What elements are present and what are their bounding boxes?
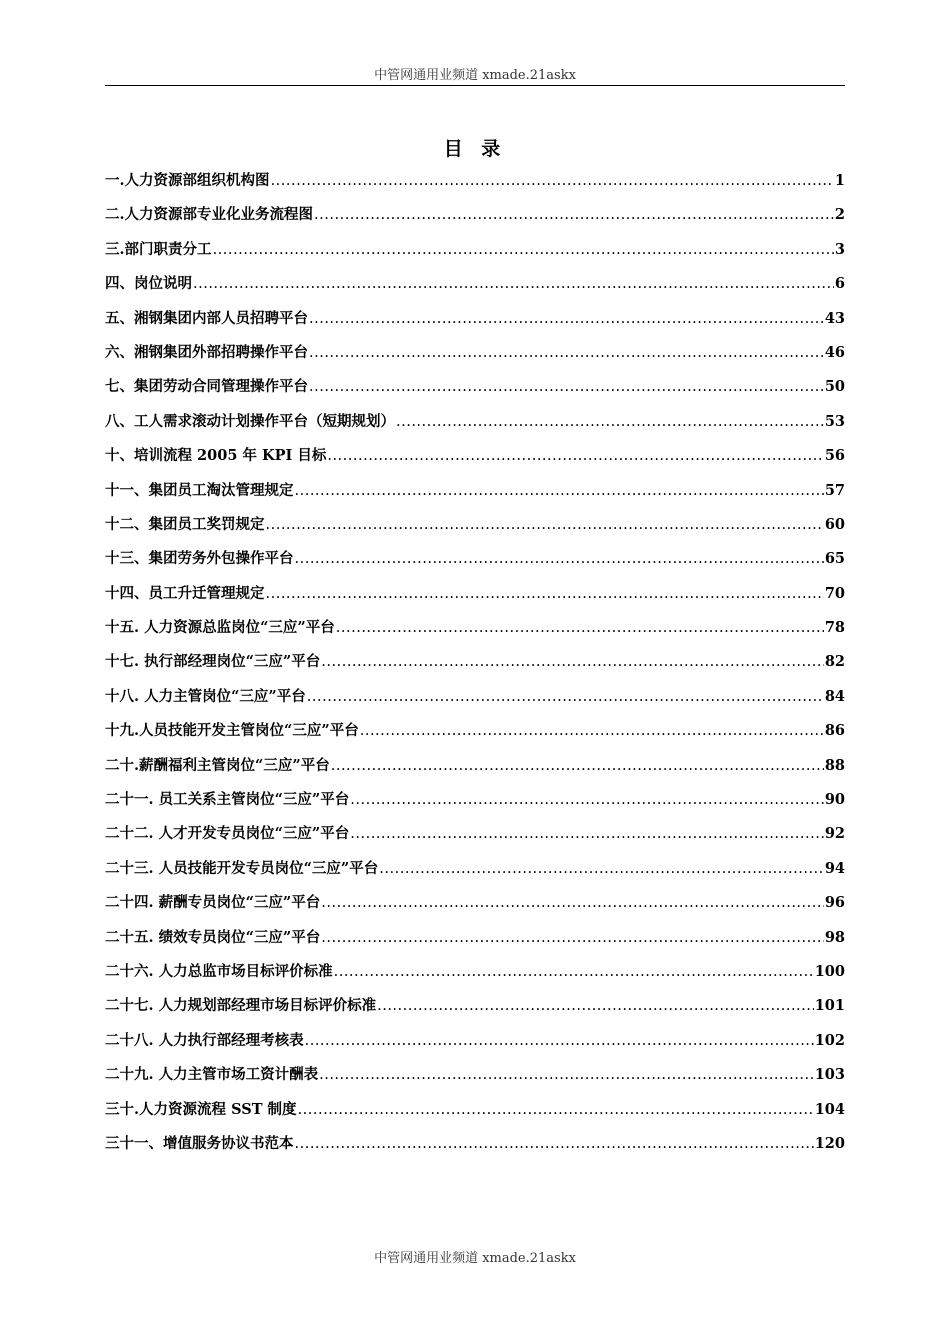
toc-entry-label: 五、湘钢集团内部人员招聘平台 bbox=[105, 309, 308, 327]
toc-entry[interactable] bbox=[105, 478, 845, 512]
toc-entry[interactable] bbox=[105, 753, 845, 787]
toc-leader-dots bbox=[321, 925, 824, 951]
toc-entry-label: 六、湘钢集团外部招聘操作平台 bbox=[105, 343, 308, 361]
toc-entry-page-number: 43 bbox=[824, 309, 845, 327]
toc-leader-dots bbox=[266, 581, 824, 607]
toc-entry-label: 十三、集团劳务外包操作平台 bbox=[105, 550, 294, 568]
toc-entry-page-number: 2 bbox=[834, 206, 845, 224]
toc-leader-dots bbox=[314, 202, 834, 228]
toc-leader-dots bbox=[336, 615, 824, 641]
toc-entry[interactable] bbox=[105, 237, 845, 271]
toc-entry-label: 十八. 人力主管岗位“三应”平台 bbox=[105, 687, 306, 705]
toc-leader-dots bbox=[213, 237, 834, 263]
toc-entry-page-number: 88 bbox=[824, 756, 845, 774]
toc-entry[interactable] bbox=[105, 374, 845, 408]
toc-leader-dots bbox=[319, 1062, 814, 1088]
toc-entry-label: 二十四. 薪酬专员岗位“三应”平台 bbox=[105, 894, 321, 912]
toc-entry-label: 十一、集团员工淘汰管理规定 bbox=[105, 481, 294, 499]
toc-entry[interactable] bbox=[105, 993, 845, 1027]
toc-entry[interactable] bbox=[105, 821, 845, 855]
toc-entry-page-number: 94 bbox=[824, 859, 845, 877]
toc-leader-dots bbox=[331, 753, 824, 779]
toc-leader-dots bbox=[266, 512, 824, 538]
toc-entry-label: 二十.薪酬福利主管岗位“三应”平台 bbox=[105, 756, 330, 774]
toc-entry-page-number: 100 bbox=[814, 962, 845, 980]
toc-entry-label: 二十九. 人力主管市场工资计酬表 bbox=[105, 1066, 319, 1084]
toc-entry[interactable] bbox=[105, 340, 845, 374]
toc-leader-dots bbox=[298, 1097, 814, 1123]
toc-entry-label: 十四、员工升迁管理规定 bbox=[105, 584, 265, 602]
toc-entry[interactable] bbox=[105, 271, 845, 305]
toc-entry[interactable] bbox=[105, 718, 845, 752]
toc-entry[interactable] bbox=[105, 443, 845, 477]
toc-entry-page-number: 82 bbox=[824, 653, 845, 671]
toc-entry-page-number: 3 bbox=[834, 240, 845, 258]
toc-entry-label: 三十.人力资源流程 SST 制度 bbox=[105, 1100, 297, 1118]
toc-entry-label: 二十六. 人力总监市场目标评价标准 bbox=[105, 962, 333, 980]
toc-entry-label: 三十一、增值服务协议书范本 bbox=[105, 1134, 294, 1152]
toc-entry[interactable] bbox=[105, 1028, 845, 1062]
toc-entry[interactable] bbox=[105, 856, 845, 890]
toc-leader-dots bbox=[321, 649, 824, 675]
toc-leader-dots bbox=[327, 443, 823, 469]
toc-entry[interactable] bbox=[105, 649, 845, 683]
toc-entry[interactable] bbox=[105, 787, 845, 821]
toc-entry-page-number: 60 bbox=[824, 515, 845, 533]
toc-entry-page-number: 1 bbox=[834, 172, 845, 189]
toc-leader-dots bbox=[307, 684, 824, 710]
toc-leader-dots bbox=[396, 409, 824, 435]
toc-entry-label: 四、岗位说明 bbox=[105, 275, 192, 293]
toc-entry-page-number: 78 bbox=[824, 619, 845, 637]
toc-entry-page-number: 96 bbox=[824, 894, 845, 912]
toc-entry-label: 二十一. 员工关系主管岗位“三应”平台 bbox=[105, 791, 350, 809]
toc-leader-dots bbox=[350, 787, 824, 813]
toc-entry[interactable] bbox=[105, 959, 845, 993]
toc-entry-page-number: 92 bbox=[824, 825, 845, 843]
toc-entry[interactable] bbox=[105, 168, 845, 202]
toc-entry-page-number: 65 bbox=[824, 550, 845, 568]
toc-leader-dots bbox=[309, 374, 824, 400]
toc-entry[interactable] bbox=[105, 512, 845, 546]
toc-entry-page-number: 120 bbox=[814, 1134, 845, 1152]
toc-entry-page-number: 70 bbox=[824, 584, 845, 602]
toc-entry-label: 三.部门职责分工 bbox=[105, 240, 212, 258]
toc-entry-label: 八、工人需求滚动计划操作平台（短期规划） bbox=[105, 412, 395, 430]
toc-entry[interactable] bbox=[105, 202, 845, 236]
toc-leader-dots bbox=[271, 168, 834, 194]
toc-entry-page-number: 84 bbox=[824, 687, 845, 705]
toc-entry[interactable] bbox=[105, 581, 845, 615]
toc-leader-dots bbox=[350, 821, 824, 847]
toc-entry[interactable] bbox=[105, 615, 845, 649]
toc-entry-label: 十七. 执行部经理岗位“三应”平台 bbox=[105, 653, 321, 671]
toc-entry[interactable] bbox=[105, 684, 845, 718]
toc-entry-label: 十、培训流程 2005 年 KPI 目标 bbox=[105, 447, 327, 465]
toc-entry-label: 二十二. 人才开发专员岗位“三应”平台 bbox=[105, 825, 350, 843]
toc-entry[interactable] bbox=[105, 925, 845, 959]
table-of-contents bbox=[105, 168, 845, 1165]
toc-leader-dots bbox=[295, 546, 824, 572]
toc-entry-label: 二十五. 绩效专员岗位“三应”平台 bbox=[105, 928, 321, 946]
toc-entry-page-number: 56 bbox=[824, 447, 845, 465]
toc-entry[interactable] bbox=[105, 890, 845, 924]
toc-entry[interactable] bbox=[105, 409, 845, 443]
toc-entry-label: 一.人力资源部组织机构图 bbox=[105, 172, 270, 189]
toc-leader-dots bbox=[377, 993, 814, 1019]
toc-entry-label: 二十三. 人员技能开发专员岗位“三应”平台 bbox=[105, 859, 379, 877]
toc-entry-page-number: 6 bbox=[834, 275, 845, 293]
toc-entry-page-number: 53 bbox=[824, 412, 845, 430]
toc-entry-page-number: 50 bbox=[824, 378, 845, 396]
toc-leader-dots bbox=[295, 478, 824, 504]
toc-entry-page-number: 46 bbox=[824, 343, 845, 361]
toc-entry[interactable] bbox=[105, 1097, 845, 1131]
toc-entry-label: 二十七. 人力规划部经理市场目标评价标准 bbox=[105, 997, 377, 1015]
toc-entry-label: 十五. 人力资源总监岗位“三应”平台 bbox=[105, 619, 335, 637]
toc-leader-dots bbox=[334, 959, 814, 985]
toc-leader-dots bbox=[360, 718, 824, 744]
toc-entry[interactable] bbox=[105, 1131, 845, 1165]
toc-entry-page-number: 98 bbox=[824, 928, 845, 946]
toc-entry-page-number: 86 bbox=[824, 722, 845, 740]
toc-leader-dots bbox=[295, 1131, 814, 1157]
toc-entry-label: 二十八. 人力执行部经理考核表 bbox=[105, 1031, 304, 1049]
toc-entry-label: 七、集团劳动合同管理操作平台 bbox=[105, 378, 308, 396]
toc-entry-page-number: 90 bbox=[824, 791, 845, 809]
toc-entry-label: 十九.人员技能开发主管岗位“三应”平台 bbox=[105, 722, 359, 740]
toc-leader-dots bbox=[309, 340, 824, 366]
toc-entry-label: 二.人力资源部专业化业务流程图 bbox=[105, 206, 314, 224]
toc-entry-page-number: 102 bbox=[814, 1031, 845, 1049]
toc-entry-label: 十二、集团员工奖罚规定 bbox=[105, 515, 265, 533]
page-title: 目 录 bbox=[443, 138, 507, 160]
toc-leader-dots bbox=[305, 1028, 814, 1054]
header-divider bbox=[105, 85, 845, 86]
toc-leader-dots bbox=[379, 856, 824, 882]
toc-entry[interactable] bbox=[105, 306, 845, 340]
toc-entry[interactable] bbox=[105, 1062, 845, 1096]
toc-leader-dots bbox=[321, 890, 824, 916]
toc-entry-page-number: 104 bbox=[814, 1100, 845, 1118]
toc-entry-page-number: 57 bbox=[824, 481, 845, 499]
page-footer: 中管网通用业频道 xmade.21askx bbox=[374, 1251, 576, 1266]
toc-leader-dots bbox=[193, 271, 834, 297]
toc-entry[interactable] bbox=[105, 546, 845, 580]
toc-leader-dots bbox=[309, 306, 824, 332]
page-header: 中管网通用业频道 xmade.21askx bbox=[374, 68, 576, 83]
toc-entry-page-number: 101 bbox=[814, 997, 845, 1015]
toc-entry-page-number: 103 bbox=[814, 1066, 845, 1084]
